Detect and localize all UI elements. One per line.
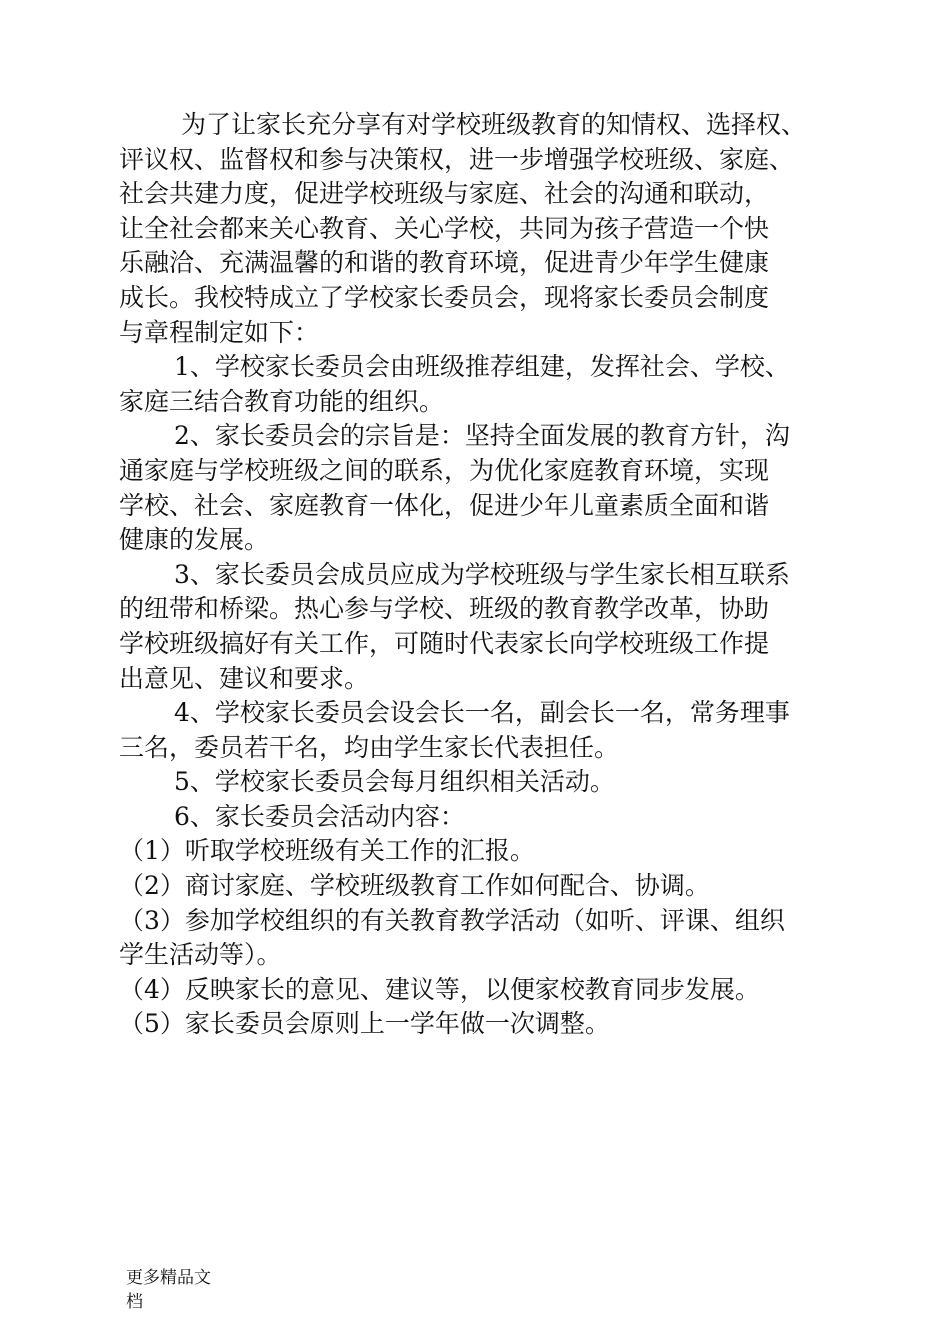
activity-item-2: （2）商讨家庭、学校班级教育工作如何配合、协调。 [119,871,710,901]
article-2-line: 学校、社会、家庭教育一体化，促进少年儿童素质全面和谐 [119,490,770,520]
intro-line: 成长。我校特成立了学校家长委员会，现将家长委员会制度 [119,282,770,312]
article-2-line: 2、家长委员会的宗旨是：坚持全面发展的教育方针，沟 [174,421,790,451]
article-2-line: 健康的发展。 [119,525,270,555]
activity-item-3: （3）参加学校组织的有关教育教学活动（如听、评课、组织 [119,905,785,935]
footer-note [126,1266,236,1314]
activity-item-3-cont: 学生活动等）。 [119,940,282,970]
intro-line: 评议权、监督权和参与决策权，进一步增强学校班级、家庭、 [119,144,795,174]
activity-item-4: （4）反映家长的意见、建议等，以便家校教育同步发展。 [119,974,760,1004]
article-5-line: 5、学校家长委员会每月组织相关活动。 [174,767,615,797]
intro-line: 与章程制定如下： [119,317,320,347]
article-3-line: 3、家长委员会成员应成为学校班级与学生家长相互联系 [174,559,790,589]
footer-line-2: 档 [126,1292,143,1312]
article-2-line: 通家庭与学校班级之间的联系，为优化家庭教育环境，实现 [119,455,770,485]
article-1-line: 家庭三结合教育功能的组织。 [119,386,445,416]
article-1-line: 1、学校家长委员会由班级推荐组建，发挥社会、学校、 [174,352,790,382]
intro-line: 乐融洽、充满温馨的和谐的教育环境，促进青少年学生健康 [119,248,770,278]
document-body [119,108,844,1042]
footer-line-1: 更多精品文 [126,1268,211,1288]
article-4-line: 4、学校家长委员会设会长一名，副会长一名，常务理事 [174,698,790,728]
intro-line: 为了让家长充分享有对学校班级教育的知情权、选择权、 [181,110,807,139]
intro-line: 社会共建力度，促进学校班级与家庭、社会的沟通和联动， [119,179,770,209]
activity-item-5: （5）家长委员会原则上一学年做一次调整。 [119,1009,610,1039]
article-3-line: 学校班级搞好有关工作，可随时代表家长向学校班级工作提 [119,628,770,658]
intro-line: 让全社会都来关心教育、关心学校，共同为孩子营造一个快 [119,213,770,243]
article-3-line: 的纽带和桥梁。热心参与学校、班级的教育教学改革，协助 [119,594,770,624]
article-6-line: 6、家长委员会活动内容： [174,801,465,831]
article-4-line: 三名，委员若干名，均由学生家长代表担任。 [119,732,620,762]
activity-item-1: （1）听取学校班级有关工作的汇报。 [119,836,535,866]
article-3-line: 出意见、建议和要求。 [119,663,370,693]
